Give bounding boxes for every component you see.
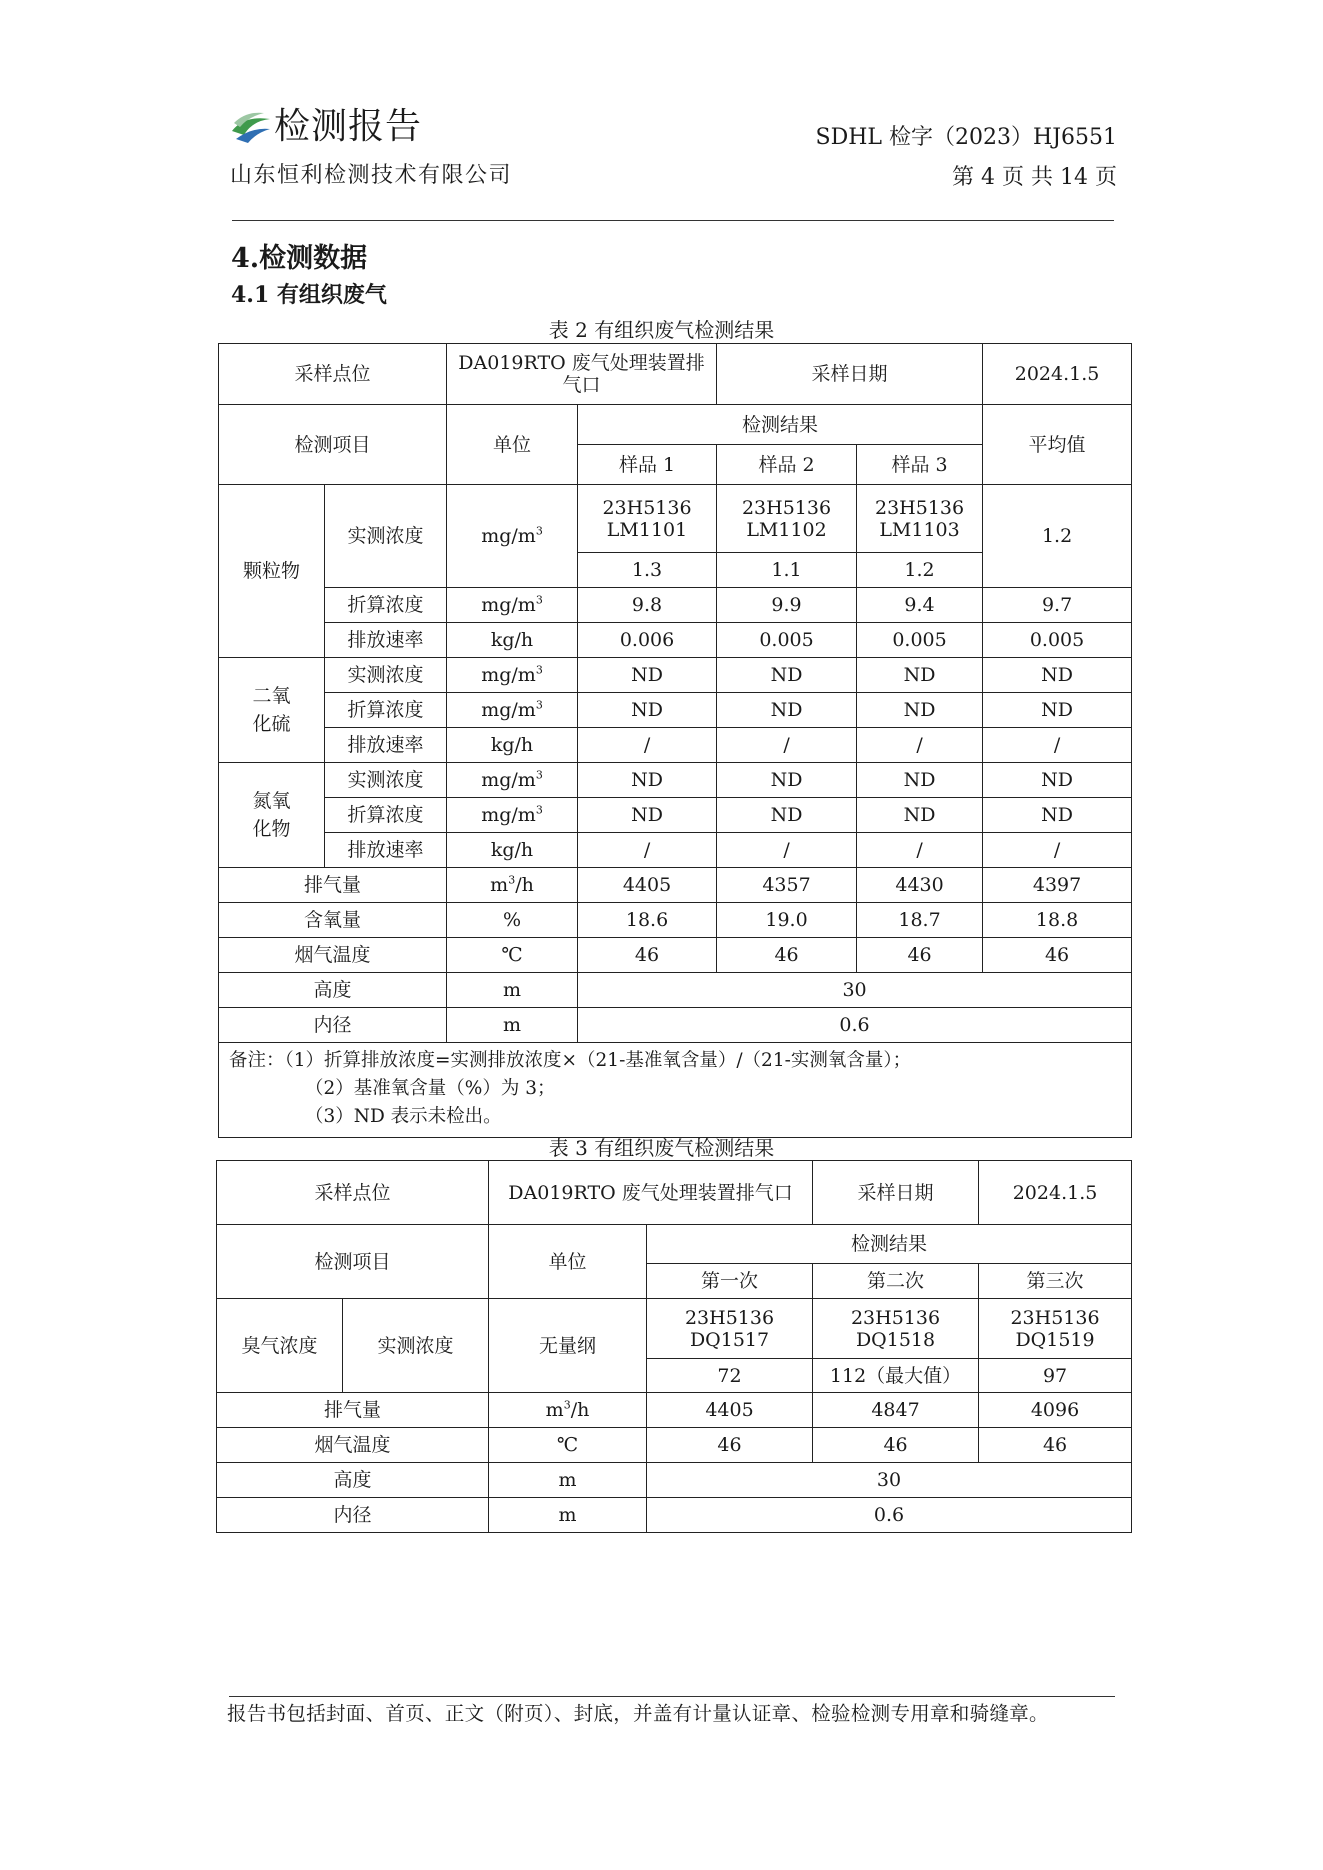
t2-metric: 排放速率 xyxy=(325,623,447,658)
t2-value: 9.9 xyxy=(717,588,857,623)
footer-statement: 报告书包括封面、首页、正文（附页）、封底，并盖有计量认证章、检验检测专用章和骑缝章。 xyxy=(227,1702,1049,1725)
t2-value: ND xyxy=(857,763,983,798)
t3-metric: 实测浓度 xyxy=(343,1299,489,1393)
t3-unit: $m^3/h$ xyxy=(489,1393,647,1428)
t3-value: 97 xyxy=(979,1359,1132,1393)
t3-point-label: 采样点位 xyxy=(217,1161,489,1225)
company-logo-icon xyxy=(230,109,272,145)
t2-unit: kg/h xyxy=(447,728,578,763)
t2-value: / xyxy=(717,728,857,763)
t2-nox-name: 氮氧化物 xyxy=(219,763,325,868)
t2-value: 9.4 xyxy=(857,588,983,623)
t2-value: ND xyxy=(717,658,857,693)
header-divider xyxy=(232,220,1114,221)
t2-metric: 折算浓度 xyxy=(325,588,447,623)
t2-value: 0.005 xyxy=(857,623,983,658)
t2-point-value: DA019RTO 废气处理装置排气口 xyxy=(447,344,717,405)
t2-metric: 实测浓度 xyxy=(325,763,447,798)
t3-value: 72 xyxy=(647,1359,813,1393)
report-title: 检测报告 xyxy=(274,106,423,147)
t3-diameter-value: 0.6 xyxy=(647,1498,1132,1533)
t2-value: ND xyxy=(578,763,717,798)
t2-unit: $mg/m^3$ xyxy=(447,485,578,588)
t2-value: / xyxy=(717,833,857,868)
t2-value: ND xyxy=(578,693,717,728)
t2-unit: $m^3/h$ xyxy=(447,868,578,903)
t2-value: 18.7 xyxy=(857,903,983,938)
t3-sample-code: 23H5136 DQ1517 xyxy=(647,1299,813,1359)
t2-avg: / xyxy=(983,728,1132,763)
t3-row-name: 烟气温度 xyxy=(217,1428,489,1463)
t2-value: / xyxy=(578,833,717,868)
t2-value: ND xyxy=(717,798,857,833)
t3-value: 46 xyxy=(647,1428,813,1463)
t2-sample-1: 样品 1 xyxy=(578,445,717,485)
t2-avg: ND xyxy=(983,798,1132,833)
t2-item-header: 检测项目 xyxy=(219,405,447,485)
t2-value: 1.2 xyxy=(857,553,983,588)
t2-metric: 折算浓度 xyxy=(325,798,447,833)
t2-avg: ND xyxy=(983,693,1132,728)
t2-date-label: 采样日期 xyxy=(717,344,983,405)
logo-row xyxy=(230,104,512,150)
t3-unit: m xyxy=(489,1463,647,1498)
t2-avg: 9.7 xyxy=(983,588,1132,623)
t3-unit: ℃ xyxy=(489,1428,647,1463)
t2-sample-3: 样品 3 xyxy=(857,445,983,485)
note-line: （3）ND 表示未检出。 xyxy=(305,1106,502,1127)
t2-unit: m xyxy=(447,1008,578,1043)
t2-avg: 46 xyxy=(983,938,1132,973)
t2-value: ND xyxy=(857,658,983,693)
t2-unit: kg/h xyxy=(447,623,578,658)
t2-value: 4357 xyxy=(717,868,857,903)
t2-value: 1.1 xyxy=(717,553,857,588)
t3-value: 112（最大值） xyxy=(813,1359,979,1393)
t3-item-header: 检测项目 xyxy=(217,1225,489,1299)
t2-sample-code: 23H5136 LM1102 xyxy=(717,485,857,553)
note-line: 备注：（1）折算排放浓度=实测排放浓度×（21-基准氧含量）/（21-实测氧含量）； xyxy=(229,1050,912,1071)
t2-row-name: 排气量 xyxy=(219,868,447,903)
t2-value: / xyxy=(857,728,983,763)
t2-unit-header: 单位 xyxy=(447,405,578,485)
t2-unit: kg/h xyxy=(447,833,578,868)
t2-avg: 18.8 xyxy=(983,903,1132,938)
t2-avg: ND xyxy=(983,658,1132,693)
t2-avg: 0.005 xyxy=(983,623,1132,658)
page-info: 第 4 页 共 14 页 xyxy=(952,165,1117,190)
t2-value: ND xyxy=(578,658,717,693)
t3-date-label: 采样日期 xyxy=(813,1161,979,1225)
t3-row-name: 高度 xyxy=(217,1463,489,1498)
t2-result-header: 检测结果 xyxy=(578,405,983,445)
t2-unit: $mg/m^3$ xyxy=(447,588,578,623)
t2-value: 19.0 xyxy=(717,903,857,938)
t2-avg: 4397 xyxy=(983,868,1132,903)
t3-round-3: 第三次 xyxy=(979,1264,1132,1299)
t2-metric: 排放速率 xyxy=(325,728,447,763)
t2-row-name: 高度 xyxy=(219,973,447,1008)
t2-unit: m xyxy=(447,973,578,1008)
t3-value: 4096 xyxy=(979,1393,1132,1428)
t2-value: ND xyxy=(578,798,717,833)
t3-row-name: 内径 xyxy=(217,1498,489,1533)
t2-value: / xyxy=(578,728,717,763)
t2-value: 0.005 xyxy=(717,623,857,658)
t2-sample-code: 23H5136 LM1101 xyxy=(578,485,717,553)
t2-value: 46 xyxy=(717,938,857,973)
report-number: SDHL 检字（2023）HJ6551 xyxy=(815,125,1117,150)
t3-value: 46 xyxy=(979,1428,1132,1463)
report-header-left xyxy=(230,104,512,189)
t3-unit: m xyxy=(489,1498,647,1533)
t2-value: 4405 xyxy=(578,868,717,903)
t3-value: 4847 xyxy=(813,1393,979,1428)
t2-row-name: 烟气温度 xyxy=(219,938,447,973)
t2-metric: 实测浓度 xyxy=(325,658,447,693)
table3-caption: 表 3 有组织废气检测结果 xyxy=(548,1136,775,1160)
t2-value: 0.006 xyxy=(578,623,717,658)
t2-metric: 排放速率 xyxy=(325,833,447,868)
t2-metric: 实测浓度 xyxy=(325,485,447,588)
t3-odor-name: 臭气浓度 xyxy=(217,1299,343,1393)
t3-value: 46 xyxy=(813,1428,979,1463)
t2-value: ND xyxy=(717,763,857,798)
t2-value: ND xyxy=(717,693,857,728)
t2-unit: $mg/m^3$ xyxy=(447,798,578,833)
table2-caption: 表 2 有组织废气检测结果 xyxy=(548,318,775,342)
t2-row-name: 内径 xyxy=(219,1008,447,1043)
section-heading: 4.检测数据 xyxy=(231,243,368,274)
t2-sample-2: 样品 2 xyxy=(717,445,857,485)
t3-date-value: 2024.1.5 xyxy=(979,1161,1132,1225)
t2-date-value: 2024.1.5 xyxy=(983,344,1132,405)
subsection-heading: 4.1 有组织废气 xyxy=(231,282,387,308)
t2-particulate-name: 颗粒物 xyxy=(219,485,325,658)
report-header-right xyxy=(816,118,1117,198)
t3-height-value: 30 xyxy=(647,1463,1132,1498)
t2-value: 9.8 xyxy=(578,588,717,623)
t2-value: 46 xyxy=(857,938,983,973)
t3-result-header: 检测结果 xyxy=(647,1225,1132,1264)
table2 xyxy=(218,343,1132,1138)
t2-unit: ℃ xyxy=(447,938,578,973)
t2-so2-name: 二氧化硫 xyxy=(219,658,325,763)
t3-round-1: 第一次 xyxy=(647,1264,813,1299)
t3-row-name: 排气量 xyxy=(217,1393,489,1428)
table3 xyxy=(216,1160,1132,1533)
t2-metric: 折算浓度 xyxy=(325,693,447,728)
t2-sample-code: 23H5136 LM1103 xyxy=(857,485,983,553)
company-name: 山东恒利检测技术有限公司 xyxy=(230,163,513,188)
t2-value: ND xyxy=(857,693,983,728)
t2-height-value: 30 xyxy=(578,973,1132,1008)
t3-value: 4405 xyxy=(647,1393,813,1428)
t2-value: 46 xyxy=(578,938,717,973)
t3-unit: 无量纲 xyxy=(489,1299,647,1393)
t2-avg-header: 平均值 xyxy=(983,405,1132,485)
t2-row-name: 含氧量 xyxy=(219,903,447,938)
t2-diameter-value: 0.6 xyxy=(578,1008,1132,1043)
t3-point-value: DA019RTO 废气处理装置排气口 xyxy=(489,1161,813,1225)
note-line: （2）基准氧含量（%）为 3； xyxy=(305,1078,556,1099)
t2-value: 1.3 xyxy=(578,553,717,588)
t2-unit: % xyxy=(447,903,578,938)
t2-notes xyxy=(219,1043,1132,1138)
t2-avg: ND xyxy=(983,763,1132,798)
t2-avg: 1.2 xyxy=(983,485,1132,588)
t2-value: 4430 xyxy=(857,868,983,903)
t2-value: ND xyxy=(857,798,983,833)
t3-round-2: 第二次 xyxy=(813,1264,979,1299)
t2-unit: $mg/m^3$ xyxy=(447,763,578,798)
t3-sample-code: 23H5136 DQ1518 xyxy=(813,1299,979,1359)
t2-value: 18.6 xyxy=(578,903,717,938)
t2-unit: $mg/m^3$ xyxy=(447,693,578,728)
footer-divider xyxy=(229,1696,1115,1697)
t2-avg: / xyxy=(983,833,1132,868)
t3-sample-code: 23H5136 DQ1519 xyxy=(979,1299,1132,1359)
t2-point-label: 采样点位 xyxy=(219,344,447,405)
t3-unit-header: 单位 xyxy=(489,1225,647,1299)
t2-value: / xyxy=(857,833,983,868)
t2-unit: $mg/m^3$ xyxy=(447,658,578,693)
